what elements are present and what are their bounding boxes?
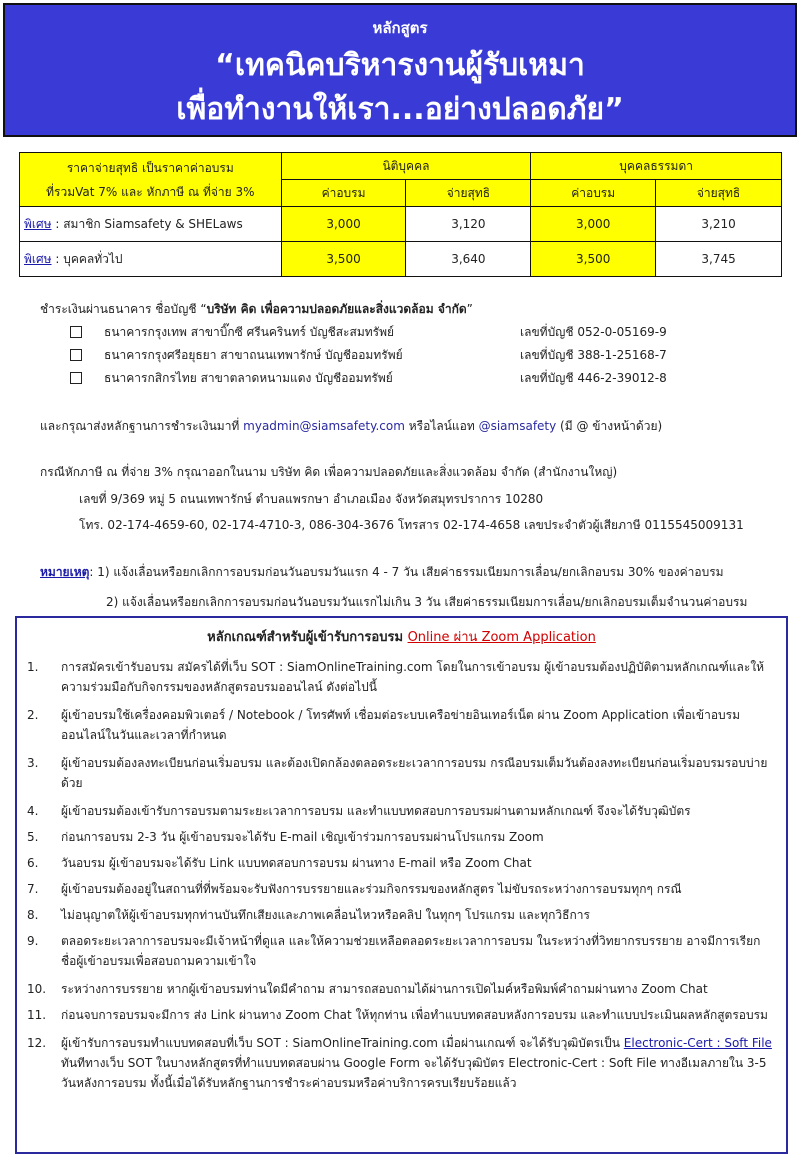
bank-name: ธนาคารกสิกรไทย สาขาตลาดหนามแดง บัญชีออมทรัพย์ <box>104 371 393 385</box>
rule-number: 9. <box>27 934 39 948</box>
rule-number: 4. <box>27 804 39 818</box>
col-net-2: จ่ายสุทธิ <box>656 180 782 207</box>
checkbox-icon <box>70 372 82 384</box>
bank-intro <box>40 298 780 321</box>
evidence-line <box>40 415 780 437</box>
evidence-email-link[interactable]: myadmin@siamsafety.com <box>243 419 405 433</box>
member-net-juristic: 3,120 <box>406 207 531 242</box>
price-note <box>20 153 282 207</box>
list-item <box>17 705 786 745</box>
list-item <box>17 827 786 847</box>
course-kicker: หลักสูตร <box>372 19 428 37</box>
list-item <box>17 879 786 899</box>
list-item <box>17 979 786 999</box>
remark-item1 <box>40 557 780 587</box>
rule-text: การสมัครเข้ารับอบรม สมัครได้ที่เว็บ SOT : SiamOnlineTraining.com โดยในการเข้าอบรม ผู้เข้าอบรมต้องปฏิบัติตามหลักเกณฑ์และให้ความร่วมมือกับกิจกรรมของหลักสูตรอบรมออนไลน์ ดังต่อไปนี้ <box>61 660 765 694</box>
table-row <box>20 242 782 277</box>
list-item <box>17 853 786 873</box>
rule-number: 6. <box>27 856 39 870</box>
rules-heading-text: หลักเกณฑ์สำหรับผู้เข้ารับการอบรม <box>207 630 408 645</box>
general-fee-individual: 3,500 <box>531 242 656 277</box>
rule-text-continued: ทันทีทางเว็บ SOT ในบางหลักสูตรที่ทำแบบทดสอบผ่าน Google Form จะได้รับวุฒิบัตร Electronic-Cert : Soft File ทางอีเมลภายใน 3-5 วันหลังการอบรม ทั้งนี้เมื่อได้รับหลักฐานการชำระค่าอบรมหรือค่าบริการครบเรียบร้อยแล้ว <box>61 1056 767 1090</box>
row-label-text: : สมาชิก Siamsafety & SHELaws <box>51 216 243 231</box>
list-item <box>17 753 786 793</box>
list-item <box>17 931 786 971</box>
rule-text: ไม่อนุญาตให้ผู้เข้าอบรมทุกท่านบันทึกเสียงและภาพเคลื่อนไหวหรือคลิป ในทุกๆ โปรแกรม และทุกวิธีการ <box>61 908 590 922</box>
rule-number: 11. <box>27 1008 47 1022</box>
general-net-juristic: 3,640 <box>406 242 531 277</box>
general-fee-juristic: 3,500 <box>281 242 406 277</box>
course-header <box>3 3 797 137</box>
price-note-line1: ราคาจ่ายสุทธิ เป็นราคาค่าอบรม <box>66 160 234 175</box>
rule-number: 7. <box>27 882 39 896</box>
price-note-line2: ที่รวมVat 7% และ หักภาษี ณ ที่จ่าย 3% <box>46 184 255 199</box>
member-fee-individual: 3,000 <box>531 207 656 242</box>
bank-account-number: เลขที่บัญชี 388-1-25168-7 <box>520 348 667 362</box>
special-tag: พิเศษ <box>24 251 52 266</box>
tax-address: เลขที่ 9/369 หมู่ 5 ถนนเทพารักษ์ ตำบลแพรกษา อำเภอเมือง จังหวัดสมุทรปราการ 10280 <box>79 492 544 506</box>
col-fee-1: ค่าอบรม <box>281 180 406 207</box>
rule-text: ก่อนจบการอบรมจะมีการ ส่ง Link ผ่านทาง Zoom Chat ให้ทุกท่าน เพื่อทำแบบทดสอบหลังการอบรม และทำแบบประเมินผลหลักสูตรอบรม <box>61 1008 768 1022</box>
tax-contact: โทร. 02-174-4659-60, 02-174-4710-3, 086-304-3676 โทรสาร 02-174-4658 เลขประจำตัวผู้เสียภาษี 0115545009131 <box>79 518 744 532</box>
bank-intro-suffix: ” <box>466 302 473 316</box>
member-net-individual: 3,210 <box>656 207 782 242</box>
list-item <box>17 657 786 697</box>
evidence-suffix: (มี @ ข้างหน้าด้วย) <box>556 419 663 433</box>
rules-heading <box>17 626 786 647</box>
row-label-member <box>20 207 282 242</box>
bank-name: ธนาคารกรุงเทพ สาขาบิ๊กซี ศรีนครินทร์ บัญชีสะสมทรัพย์ <box>104 325 395 339</box>
bank-account-name: บริษัท คิด เพื่อความปลอดภัยและสิ่งแวดล้อม จำกัด <box>206 302 467 316</box>
remark-section <box>40 557 780 617</box>
member-fee-juristic: 3,000 <box>281 207 406 242</box>
rule-number: 10. <box>27 982 47 996</box>
rules-box <box>15 616 788 1154</box>
remark-item1-text: : 1) แจ้งเลื่อนหรือยกเลิกการอบรมก่อนวันอบรมวันแรก 4 - 7 วัน เสียค่าธรรมเนียมการเลื่อน/ยกเลิกอบรม 30% ของค่าอบรม <box>89 565 724 579</box>
checkbox-icon <box>70 349 82 361</box>
table-row <box>20 207 782 242</box>
rule-text: ผู้เข้ารับการอบรมทำแบบทดสอบที่เว็บ SOT : SiamOnlineTraining.com เมื่อผ่านเกณฑ์ จะได้รับวุฒิบัตรเป็น <box>61 1036 624 1050</box>
electronic-cert-link[interactable]: Electronic-Cert : Soft File <box>623 1036 772 1050</box>
group-individual: บุคคลธรรมดา <box>531 153 782 180</box>
bank-section <box>40 298 780 390</box>
rule-text: ก่อนการอบรม 2-3 วัน ผู้เข้าอบรมจะได้รับ E-mail เชิญเข้าร่วมการอบรมผ่านโปรแกรม Zoom <box>61 830 544 844</box>
remark-item2: 2) แจ้งเลื่อนหรือยกเลิกการอบรมก่อนวันอบรมวันแรกไม่เกิน 3 วัน เสียค่าธรรมเนียมการเลื่อน/ยกเลิกอบรมเต็มจำนวนค่าอบรม <box>106 595 748 609</box>
rule-text: วันอบรม ผู้เข้าอบรมจะได้รับ Link แบบทดสอบการอบรม ผ่านทาง E-mail หรือ Zoom Chat <box>61 856 532 870</box>
rule-number: 2. <box>27 708 39 722</box>
rule-text: ตลอดระยะเวลาการอบรมจะมีเจ้าหน้าที่ดูแล และให้ความช่วยเหลือตลอดระยะเวลาการอบรม ในระหว่างที่วิทยากรบรรยาย อาจมีการเรียกชื่อผู้เข้าอบรมเพื่อสอบถามความเข้าใจ <box>61 934 761 968</box>
rule-number: 1. <box>27 660 39 674</box>
rule-number: 12. <box>27 1036 47 1050</box>
group-juristic: นิติบุคคล <box>281 153 531 180</box>
list-item <box>17 1005 786 1025</box>
evidence-line-id: @siamsafety <box>478 419 557 433</box>
bank-name: ธนาคารกรุงศรีอยุธยา สาขาถนนเทพารักษ์ บัญชีออมทรัพย์ <box>104 348 403 362</box>
list-item <box>17 905 786 925</box>
rule-number: 8. <box>27 908 39 922</box>
rule-text: ผู้เข้าอบรมใช้เครื่องคอมพิวเตอร์ / Notebook / โทรศัพท์ เชื่อมต่อระบบเครือข่ายอินเทอร์เน็ต ผ่าน Zoom Application เพื่อเข้าอบรมออนไลน์ในวันและเวลาที่กำหนด <box>61 708 741 742</box>
list-item <box>17 1033 786 1093</box>
row-label-general <box>20 242 282 277</box>
rule-number: 5. <box>27 830 39 844</box>
list-item <box>17 801 786 821</box>
checkbox-icon <box>70 326 82 338</box>
list-item <box>40 344 780 367</box>
rule-text: ระหว่างการบรรยาย หากผู้เข้าอบรมท่านใดมีคำถาม สามารถสอบถามได้ผ่านการเปิดไมค์หรือพิมพ์คำถามผ่านทาง Zoom Chat <box>61 982 708 996</box>
col-fee-2: ค่าอบรม <box>531 180 656 207</box>
course-title-line2: เพื่อทำงานให้เรา...อย่างปลอดภัย” <box>176 92 624 127</box>
tax-line1: กรณีหักภาษี ณ ที่จ่าย 3% กรุณาออกในนาม บริษัท คิด เพื่อความปลอดภัยและสิ่งแวดล้อม จำกัด (สำนักงานใหญ่) <box>40 465 618 479</box>
evidence-prefix: และกรุณาส่งหลักฐานการชำระเงินมาที่ <box>40 419 244 433</box>
rules-heading-online: Online ผ่าน Zoom Application <box>407 630 596 645</box>
list-item <box>40 367 780 390</box>
remark-label: หมายเหตุ <box>40 565 90 579</box>
bank-account-number: เลขที่บัญชี 446-2-39012-8 <box>520 371 667 385</box>
rule-text: ผู้เข้าอบรมต้องเข้ารับการอบรมตามระยะเวลาการอบรม และทำแบบทดสอบการอบรมผ่านตามหลักเกณฑ์ จึงจะได้รับวุฒิบัตร <box>61 804 691 818</box>
row-label-text: : บุคคลทั่วไป <box>51 251 123 266</box>
col-net-1: จ่ายสุทธิ <box>406 180 531 207</box>
rule-number: 3. <box>27 756 39 770</box>
special-tag: พิเศษ <box>24 216 52 231</box>
bank-intro-prefix: ชำระเงินผ่านธนาคาร ชื่อบัญชี “ <box>40 302 207 316</box>
rule-text: ผู้เข้าอบรมต้องลงทะเบียนก่อนเริ่มอบรม และต้องเปิดกล้องตลอดระยะเวลาการอบรม กรณีอบรมเต็มวันต้องลงทะเบียนก่อนเริ่มอบรมรอบบ่ายด้วย <box>61 756 768 790</box>
evidence-middle: หรือไลน์แอท <box>404 419 479 433</box>
bank-account-number: เลขที่บัญชี 052-0-05169-9 <box>520 325 667 339</box>
general-net-individual: 3,745 <box>656 242 782 277</box>
rule-text: ผู้เข้าอบรมต้องอยู่ในสถานที่ที่พร้อมจะรับฟังการบรรยายและร่วมกิจกรรมของหลักสูตร ไม่ขับรถระหว่างการอบรมทุกๆ กรณี <box>61 882 682 896</box>
price-table <box>19 152 782 277</box>
rules-list <box>17 657 786 1093</box>
list-item <box>40 321 780 344</box>
course-title-line1: “เทคนิคบริหารงานผู้รับเหมา <box>215 48 585 83</box>
